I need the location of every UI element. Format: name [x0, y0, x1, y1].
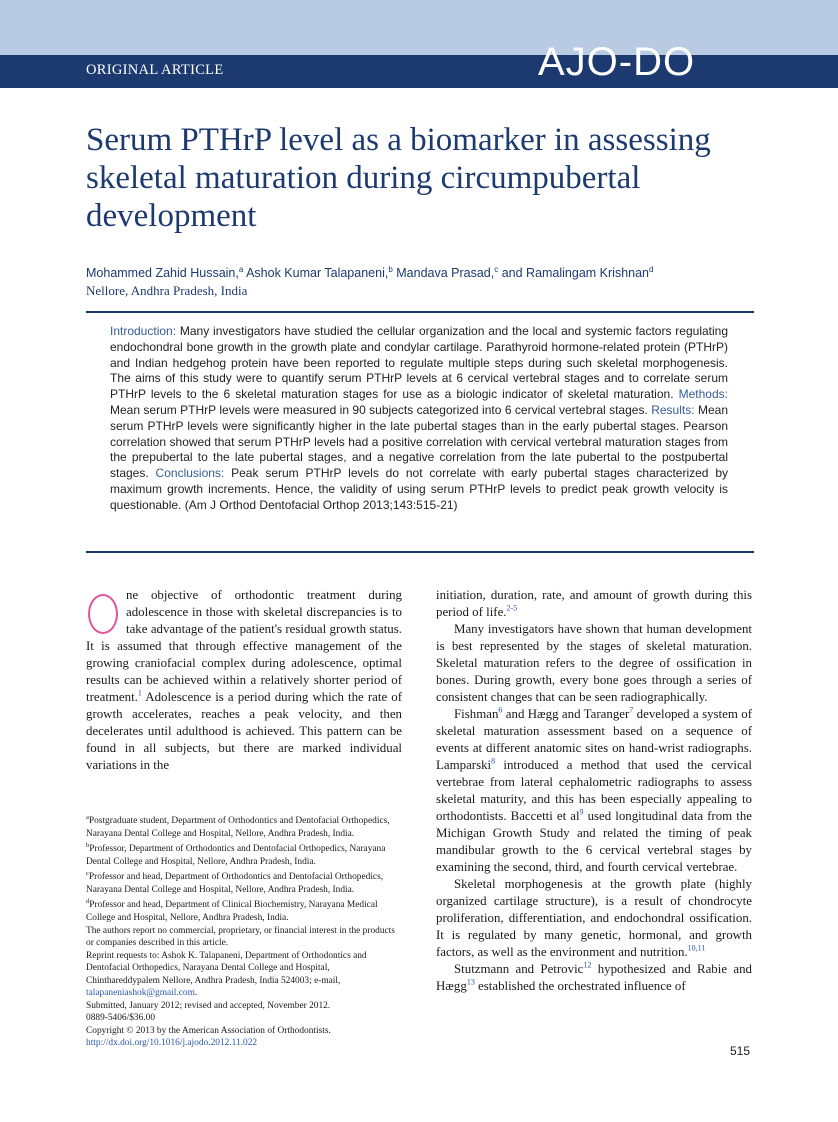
abstract: [110, 324, 728, 514]
footnote-text: Professor and head, Department of Clinical Biochemistry, Narayana Medical College and Hospital, Nellore, Andhra Pradesh, India.: [86, 900, 378, 923]
citation-link[interactable]: 6: [498, 705, 503, 715]
body-paragraph: [436, 876, 752, 961]
email-link[interactable]: talapaneniashok@gmail.com: [86, 988, 195, 998]
author-affiliation-mark: a: [238, 265, 244, 274]
body-paragraph: [86, 587, 402, 774]
body-text: Skeletal morphogenesis at the growth plate (highly organized cartilage structure), is a result of chondrocyte proliferation, differentiation, and endochondral ossification. It is regulated by many genetic, hormonal, and growth factors, as well as the environment and nutrition.: [436, 877, 752, 959]
author-affiliation-mark: d: [649, 265, 654, 274]
author-name: Mandava Prasad,: [392, 266, 495, 281]
author-name: Ashok Kumar Talapaneni,: [243, 266, 389, 281]
footnote-text: Professor, Department of Orthodontics and Dentofacial Orthopedics, Narayana Dental College and Hospital, Nellore, Andhra Pradesh, India.: [86, 844, 386, 867]
body-paragraph: [436, 961, 752, 995]
author-list: [86, 265, 766, 280]
body-column-right: [436, 587, 752, 995]
page-number: 515: [730, 1044, 751, 1058]
author-name: and Ramalingam Krishnan: [498, 266, 650, 281]
body-text: Adolescence is a period during which the rate of growth accelerates, reaches a peak velocity, and then decelerates until adulthood is achieved. This pattern can be found in all subjects, but there are marked individual variations in the: [86, 690, 402, 772]
body-text: hypothesized and Rabie and Hægg: [436, 962, 753, 993]
citation-link[interactable]: 9: [579, 807, 584, 817]
footnote-affiliation: $^b$Professor, Department of Orthodontics and Dentofacial Orthopedics, Narayana Dental College and Hospital, Nellore, Andhra Pradesh, India.: [86, 842, 386, 867]
abstract-heading-conclusions: Conclusions:: [148, 466, 225, 481]
author-affiliation-mark: c: [494, 265, 499, 274]
footnote-disclosure: The authors report no commercial, proprietary, or financial interest in the products or companies described in this article.: [86, 925, 395, 948]
footnote-text: Reprint requests to: Ashok K. Talapaneni, Department of Orthodontics and Dentofacial Orthopedics, Narayana Dental College and Hospital, Chinthareddypalem Nellore, Andhra Pradesh, India 524003; e-mail,: [86, 950, 367, 986]
footnote-text: Professor and head, Department of Orthodontics and Dentofacial Orthopedics, Narayana Dental College and Hospital, Nellore, Andhra Pradesh, India.: [86, 872, 384, 895]
article-title: Serum PTHrP level as a biomarker in assessing skeletal maturation during circumpubertal development: [86, 122, 711, 234]
footnote-affiliation: $^d$Professor and head, Department of Clinical Biochemistry, Narayana Medical College and Hospital, Nellore, Andhra Pradesh, India.: [86, 898, 378, 923]
footnote-submitted: Submitted, January 2012; revised and accepted, November 2012.: [86, 1000, 331, 1011]
abstract-introduction: Many investigators have studied the cellular organization and the local and systemic factors regulating endochondral bone growth in the growth plate and condylar cartilage. Parathyroid hormone-related protein (PTHrP) and Indian hedgehog protein have been reported to regulate multiple steps during such skeletal morphogenesis. The aims of this study were to quantify serum PTHrP levels at 6 cervical vertebral stages and to correlate serum PTHrP levels to the 6 skeletal maturation stages for use as a biologic indicator of skeletal maturation.: [110, 324, 728, 402]
body-text: and Hægg and Taranger: [502, 707, 630, 721]
citation-link[interactable]: 8: [491, 756, 496, 766]
body-text: used longitudinal data from the Michigan Growth Study and related the timing of peak mandibular growth to the 6 cervical vertebral stages by examining the second, third, and fourth cervical vertebrae.: [436, 809, 752, 874]
citation-link[interactable]: 2-5: [506, 603, 518, 613]
footnotes: [86, 812, 404, 1050]
abstract-top-rule: [86, 311, 754, 313]
abstract-conclusions: Peak serum PTHrP levels do not correlate with early pubertal stages characterized by maximum growth increments. Hence, the validity of using serum PTHrP levels to predict peak growth velocity is questionable. (Am J Orthod Dentofacial Orthop 2013;143:515-21): [110, 466, 728, 512]
abstract-results: Mean serum PTHrP levels were significantly higher in the late pubertal stages than in the early pubertal stages. Pearson correlation showed that serum PTHrP levels had a positive correlation with cervical vertebral maturation stages from the prepubertal to the late pubertal stages, and a negative correlation from the late pubertal to the postpubertal stages.: [110, 402, 728, 481]
abstract-heading-introduction: Introduction:: [110, 324, 177, 338]
body-paragraph: [436, 587, 752, 621]
section-label: ORIGINAL ARTICLE: [86, 62, 224, 78]
abstract-methods: Mean serum PTHrP levels were measured in 90 subjects categorized into 6 cervical vertebral stages.: [110, 402, 648, 417]
header-band: [0, 0, 838, 55]
citation-link[interactable]: 10,11: [687, 943, 706, 953]
body-column-left: [86, 587, 402, 774]
body-text: established the orchestrated influence of: [474, 979, 686, 993]
journal-logo: AJO-DO: [538, 40, 696, 84]
body-text: Fishman: [454, 707, 499, 721]
footnote-issn: 0889-5406/$36.00: [86, 1013, 156, 1023]
citation-link[interactable]: 1: [137, 688, 142, 698]
body-text: introduced a method that used the cervical vertebrae from lateral cephalometric radiographs to assess skeletal maturity, and this has been especially appealing to orthodontists. Baccetti et al: [436, 758, 752, 823]
abstract-heading-results: Results:: [647, 402, 695, 417]
footnote-copyright: Copyright © 2013 by the American Association of Orthodontists.: [86, 1025, 331, 1036]
footnote-affiliation: $^c$Professor and head, Department of Orthodontics and Dentofacial Orthopedics, Narayana Dental College and Hospital, Nellore, Andhra Pradesh, India.: [86, 870, 384, 895]
author-affiliation-mark: b: [388, 265, 393, 274]
body-text: Stutzmann and Petrovic: [454, 962, 584, 976]
footnote-affiliation: $^a$Postgraduate student, Department of Orthodontics and Dentofacial Orthopedics, Narayana Dental College and Hospital, Nellore, Andhra Pradesh, India.: [86, 814, 390, 839]
citation-link[interactable]: 12: [583, 960, 592, 970]
body-text: developed a system of skeletal maturation assessment based on a sequence of events at different anatomic sites on hand-wrist radiographs. Lamparski: [436, 707, 752, 772]
body-paragraph: [436, 706, 752, 876]
doi-link[interactable]: http://dx.doi.org/10.1016/j.ajodo.2012.11.022: [86, 1038, 258, 1048]
author-name: Mohammed Zahid Hussain,: [86, 266, 239, 281]
footnote-text: Postgraduate student, Department of Orthodontics and Dentofacial Orthopedics, Narayana Dental College and Hospital, Nellore, Andhra Pradesh, India.: [86, 816, 390, 839]
citation-link[interactable]: 7: [629, 705, 634, 715]
body-text: ne objective of orthodontic treatment during adolescence in those with skeletal discrepancies is to take advantage of the patient's residual growth status. It is assumed that through effective management of the growing craniofacial complex during adolescence, optimal results can be achieved within a relatively shorter period of treatment.: [86, 588, 402, 704]
body-text: initiation, duration, rate, and amount of growth during this period of life.: [436, 588, 752, 619]
citation-link[interactable]: 13: [466, 977, 475, 987]
body-paragraph: Many investigators have shown that human development is best represented by the stages of skeletal maturation. Skeletal maturation refers to the degree of ossification in bones. During growth, every bone goes through a series of consistent changes that can be seen radiographically.: [436, 622, 752, 704]
footnote-reprint: Reprint requests to: Ashok K. Talapaneni, Department of Orthodontics and Dentofacial Orthopedics, Narayana Dental College and Hospital, Chinthareddypalem Nellore, Andhra Pradesh, India 524003; e-mail, talapaneniashok@gmail.com.: [86, 950, 367, 998]
author-location: Nellore, Andhra Pradesh, India: [86, 283, 248, 298]
abstract-heading-methods: Methods:: [673, 387, 728, 402]
abstract-bottom-rule: [86, 551, 754, 553]
